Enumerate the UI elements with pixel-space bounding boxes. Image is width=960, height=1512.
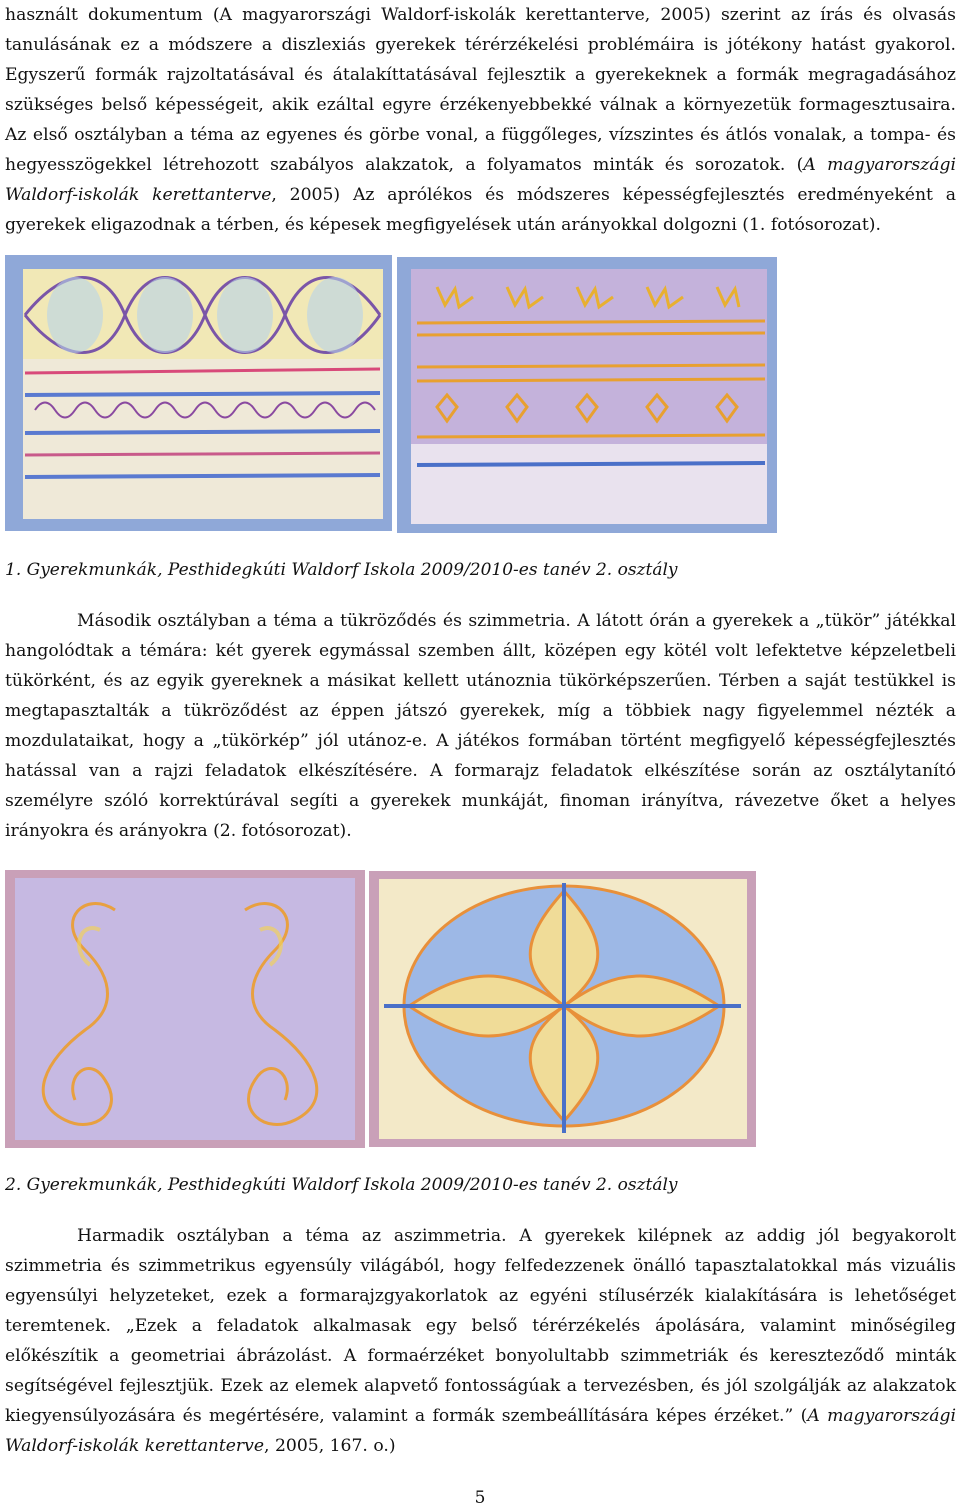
citation-italic: A magyarországi Waldorf-iskolák kerettanterve (5, 155, 956, 205)
citation-italic: A magyarországi Waldorf-iskolák kerettanterve (5, 1406, 956, 1456)
paragraph-second-grade (5, 606, 956, 846)
paragraph-text: Harmadik osztályban a téma az aszimmetria. A gyerekek kilépnek az addig jól begyakorolt szimmetria és szimmetrikus egyensúly világából, hogy felfedezzenek önálló tapasztalatokkal más vizuális egyensúlyi helyzeteket, ezek a formarajzgyakorlatok az egyéni stílusérzék kialakítására is lehetőséget teremtenek. „Ezek a feladatok alkalmasak egy belső térérzékelés ápolására, valamint minőségileg előkészítik a geometriai ábrázolást. A formaérzéket bonyolultabb szimmetriák és kereszteződő minták segítségével fejlesztjük. Ezek az elemek alapvető fontosságúak a tervezésben, és jól szolgálják az alakzatok kiegyensúlyozására és megértésére, valamint a formák szembeállítására képes érzéket.” ( (5, 1226, 956, 1426)
page-number: 5 (474, 1488, 486, 1508)
paragraph-text: , 2005, 167. o.) (264, 1436, 396, 1456)
paragraph-text: , 2005) Az aprólékos és módszeres képességfejlesztés eredményeként a gyerekek eligazodnak a térben, és képesek megfigyelések után arányokkal dolgozni (1. fotósorozat). (5, 185, 956, 235)
photo-child-drawing-loops (5, 255, 392, 531)
caption-photo-series-2: 2. Gyerekmunkák, Pesthidegkúti Waldorf Iskola 2009/2010-es tanév 2. osztály (5, 1175, 678, 1195)
photo-child-drawing-mirror (5, 870, 365, 1148)
paragraph-first-grade (5, 0, 956, 240)
photo-child-drawing-symmetry (369, 871, 756, 1147)
photo-child-drawing-stars (397, 257, 777, 533)
paragraph-text: használt dokumentum (A magyarországi Waldorf-iskolák kerettanterve, 2005) szerint az írás és olvasás tanulásának ez a módszere a diszlexiás gyerekek térérzékelési problémáira is jótékony hatást gyakorol. Egyszerű formák rajzoltatásával és átalakíttatásával fejlesztik a gyerekeknek a formák megragadásához szükséges belső képességeit, akik ezáltal egyre érzékenyebbekké válnak a környezetük formagesztusaira. Az első osztályban a téma az egyenes és görbe vonal, a függőleges, vízszintes és átlós vonalak, a tompa- és hegyesszögekkel létrehozott szabályos alakzatok, a folyamatos minták és sorozatok. ( (5, 5, 956, 175)
paragraph-third-grade (5, 1221, 956, 1461)
paragraph-text: Második osztályban a téma a tükröződés és szimmetria. A látott órán a gyerekek a „tükör” játékkal hangolódtak a témára: két gyerek egymással szemben állt, középen egy kötél volt lefektetve képzeletbeli tükörként, és az egyik gyereknek a másikat kellett utánoznia tükörképszerűen. Térben a saját testükkel is megtapasztalták a tükröződést az éppen játszó gyerekek, míg a többiek nagy figyelemmel nézték a mozdulataikat, hogy a „tükörkép” jól utánoz-e. A játékos formában történt megfigyelő képességfejlesztés hatással van a rajzi feladatok elkészítésére. A formarajz feladatok elkészítése során az osztálytanító személyre szóló korrektúrával segíti a gyerekek munkáját, finoman irányítva, rávezetve őket a helyes irányokra és arányokra (2. fotósorozat). (5, 611, 956, 841)
caption-photo-series-1: 1. Gyerekmunkák, Pesthidegkúti Waldorf Iskola 2009/2010-es tanév 2. osztály (5, 560, 678, 580)
